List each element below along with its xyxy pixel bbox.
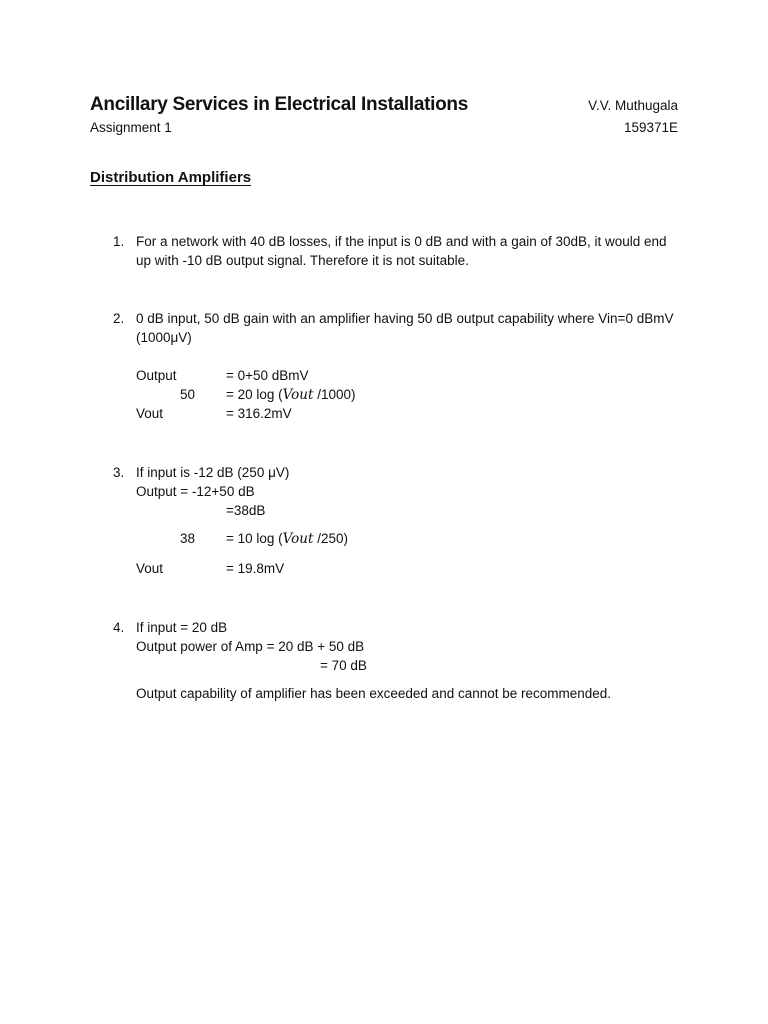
calc-result: = 70 dB [320,658,367,673]
item-text-line: For a network with 40 dB losses, if the input is 0 dB and with a gain of 30dB, it would end [136,234,667,249]
assignment-label: Assignment 1 [90,120,172,135]
calc-label: Vout [136,561,164,576]
calc-formula: = 20 log (Vout /1000) [226,387,356,403]
item-text-line: (1000μV) [136,330,192,345]
calc-value: = 19.8mV [226,561,285,576]
calc-formula: = 10 log (Vout /250) [226,531,348,547]
item-number: 4. [113,620,125,635]
student-id: 159371E [623,120,678,135]
math-variable: Vout [282,531,314,547]
item-text-line: up with -10 dB output signal. Therefore it is not suitable. [136,253,469,268]
calc-label: Vout [136,406,164,421]
calc-label: Output [136,368,177,383]
section-heading: Distribution Amplifiers [90,169,252,186]
item-text-line: If input is -12 dB (250 μV) [136,465,290,480]
calc-result: =38dB [226,503,266,518]
item-text-line: Output power of Amp = 20 dB + 50 dB [136,639,365,654]
calc-label: 38 [180,531,196,546]
item-number: 3. [113,465,125,480]
item-text-line: Output = -12+50 dB [136,484,255,499]
author-name: V.V. Muthugala [588,98,678,113]
item-number: 1. [113,234,125,249]
conclusion-text: Output capability of amplifier has been exceeded and cannot be recommended. [136,686,612,701]
item-text-line: 0 dB input, 50 dB gain with an amplifier having 50 dB output capability where Vin=0 dBmV [136,311,674,326]
calc-label: 50 [180,387,196,402]
calc-value: = 0+50 dBmV [226,368,309,383]
item-text-line: If input = 20 dB [136,620,228,635]
math-variable: Vout [282,387,314,403]
calc-value: = 316.2mV [226,406,292,421]
document-title: Ancillary Services in Electrical Installations [90,94,468,115]
item-number: 2. [113,311,125,326]
